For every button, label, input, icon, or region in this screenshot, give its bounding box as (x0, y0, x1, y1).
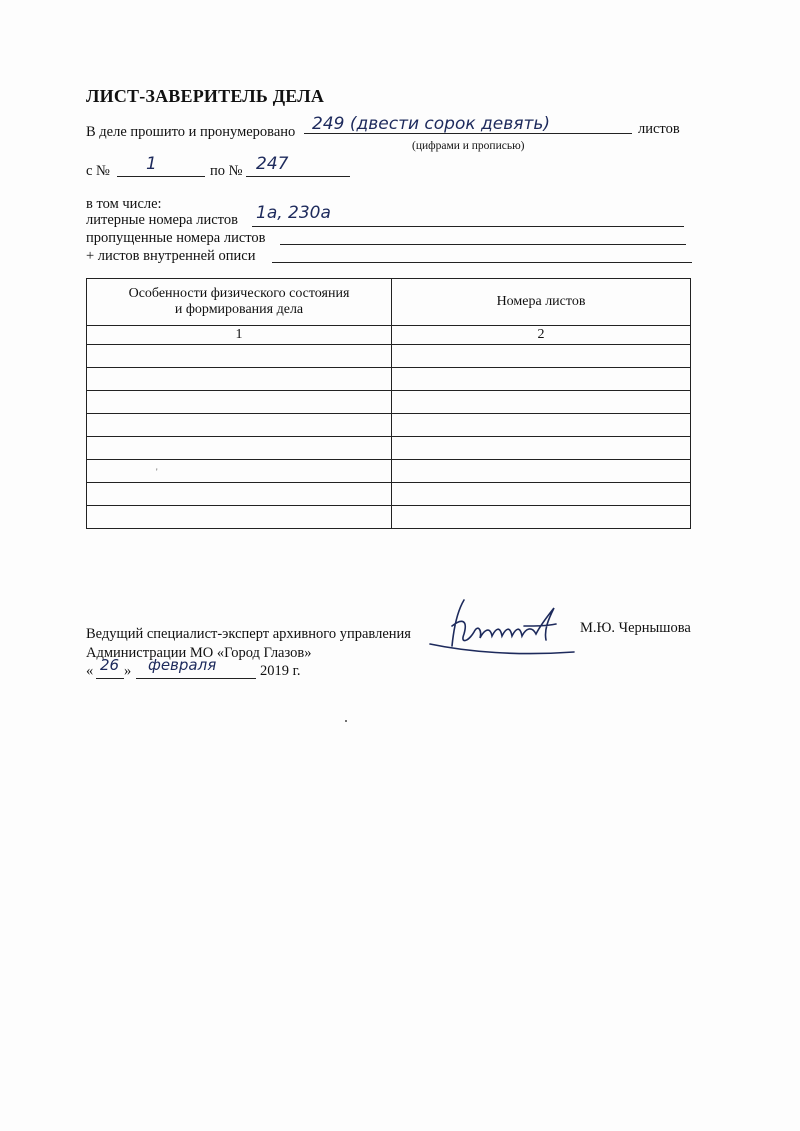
table-cell (392, 414, 691, 437)
sheets-suffix: листов (638, 121, 680, 137)
table-row (87, 345, 691, 368)
col1-number: 1 (87, 326, 392, 345)
missing-numbers-label: пропущенные номера листов (86, 230, 266, 246)
letter-numbers-label: литерные номера листов (86, 212, 238, 228)
to-underline (246, 176, 350, 177)
position-line1: Ведущий специалист-эксперт архивного управления (86, 626, 411, 642)
stray-mark: ' (156, 467, 158, 477)
speck (345, 720, 347, 722)
sewn-label: В деле прошито и пронумеровано (86, 124, 296, 140)
digits-words-hint: (цифрами и прописью) (412, 140, 525, 152)
table-cell (392, 460, 691, 483)
table-cell (87, 506, 392, 529)
table-header-row (87, 279, 691, 326)
table-cell (87, 414, 392, 437)
col2-number: 2 (392, 326, 691, 345)
sheet-count-handwritten: 249 (двести сорок девять) (312, 114, 551, 134)
table-cell (392, 506, 691, 529)
col1-header-line2: и формирования дела (174, 302, 304, 317)
table-cell (392, 345, 691, 368)
table-cell (392, 368, 691, 391)
date-open-quote: « (86, 663, 94, 679)
to-label: по № (210, 163, 243, 179)
table-cell (392, 391, 691, 414)
inner-inventory-label: + листов внутренней описи (86, 248, 256, 264)
table-cell (87, 483, 392, 506)
table-row (87, 437, 691, 460)
sheet-count-underline (304, 133, 632, 134)
document-title: ЛИСТ-ЗАВЕРИТЕЛЬ ДЕЛА (86, 86, 325, 106)
signature-mark (428, 596, 578, 658)
table-cell (392, 437, 691, 460)
date-year: 2019 г. (260, 663, 301, 679)
table-row (87, 414, 691, 437)
letter-numbers-underline (252, 226, 684, 227)
from-underline (117, 176, 205, 177)
from-label: с № (86, 163, 110, 179)
inner-inventory-underline (272, 262, 692, 263)
letter-numbers-value: 1а, 230а (256, 203, 331, 223)
table-row (87, 483, 691, 506)
table-row (87, 506, 691, 529)
table-cell (87, 391, 392, 414)
table-cell (392, 483, 691, 506)
col2-header: Номера листов (392, 279, 691, 326)
table-row (87, 460, 691, 483)
col1-header (87, 279, 392, 326)
to-value: 247 (256, 154, 289, 174)
date-month-underline (136, 678, 256, 679)
signer-name: М.Ю. Чернышова (580, 620, 691, 636)
date-month: февраля (148, 656, 217, 674)
from-value: 1 (146, 154, 157, 174)
table-cell (87, 437, 392, 460)
including-heading: в том числе: (86, 196, 162, 212)
table-cell (87, 460, 392, 483)
table-cell (87, 368, 392, 391)
table-cell (87, 345, 392, 368)
table-row (87, 391, 691, 414)
missing-numbers-underline (280, 244, 686, 245)
date-close-quote: » (124, 663, 132, 679)
date-day-underline (96, 678, 124, 679)
date-day: 26 (100, 656, 120, 674)
position-line2: Администрации МО «Город Глазов» (86, 645, 312, 661)
features-table (86, 278, 691, 529)
col1-header-line1: Особенности физического состояния (128, 286, 350, 301)
table-row (87, 368, 691, 391)
table-number-row (87, 326, 691, 345)
